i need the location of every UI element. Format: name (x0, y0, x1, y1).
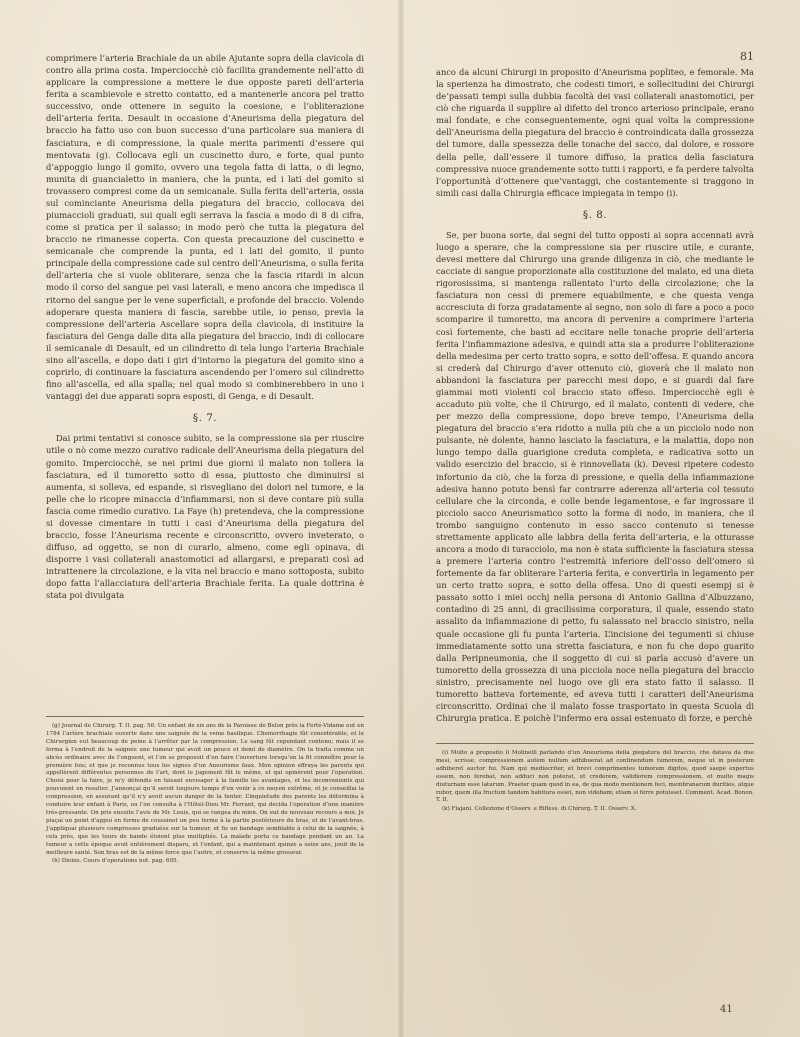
right-column (436, 66, 754, 813)
signature-mark: 41 (720, 1004, 733, 1015)
left-paragraph-1: comprimere l’arteria Brachiale da un abile Ajutante sopra della clavicola di contro alla prima costa. Imperciocchè ciò facilita grandemente nell’atto di applicare la compressione a mettere le due opposte pareti dell’arteria ferita a scambievole e stretto contatto, ed a mantenerle ancora pel tratto successivo, onde ottenere in seguito la coesione, e l’obliterazione dell’arteria ferita. Desault in occasione d’Aneurisma della piegatura del braccio ha fatto uso con buon successo d’una particolare sua maniera di fasciatura, e di compressione, la quale merita parimenti d’essere qui mentovata (g). Collocava egli un cuscinetto duro, e forte, qual punto d’appoggio lungo il gomito, ovvero una tegola fatta di latta, o di legno, munita di guancialetto in maniera, che la punta, ed i lati del gomito si trovassero compresi come da un semicanale. Sulla ferita dell’arteria, ossia sul cominciante Aneurisma della piegatura del braccio, collocava dei piumaccioli graduati, sui quali egli serrava la fascia a modo di 8 di cifra, come si pratica per il salasso; in modo però che tutta la piegatura del braccio ne rimanesse coperta. Con questa precauzione del cuscinetto e semicanale che comprende la punta, ed i lati del gomito, il punto principale della compressione cade sul centro dell’Aneurisma, o sulla ferita dell’arteria che si vuole obliterare, senza che la fascia ritardi in alcun modo il corso del sangue pei vasi laterali, e meno ancora che impedisca il ritorno del sangue per le vene superficiali, e profonde del braccio. Volendo adoperare questa maniera di fascia, sarebbe utile, io penso, previa la compressione dell’arteria Ascellare sopra della clavicola, di instituire la fasciatura del Genga dalle dita alla piegatura del braccio, indi di collocare il semicanale di Desault, ed un cilindretto di tela lungo l’arteria Brachiale sino all’ascella, e dopo dati i giri d’intorno la piegatura del gomito sino a coprirlo, di continuare la fasciatura ascendendo per l’omero sul cilindretto fino all’ascella, ed alla spalla; nel qual modo si combinerebbero in uno i vantaggi dei due apparati sopra esposti, di Genga, e di Desault. (46, 53, 364, 402)
footnote-rule (436, 743, 754, 744)
left-column (46, 52, 364, 865)
left-footnotes (46, 706, 364, 867)
footnote-h: (h) Dionis. Cours d’operations not. pag. 695. (52, 858, 179, 865)
right-section-title: §. 8. (582, 208, 608, 221)
left-paragraph-2: Dai primi tentativi si conosce subito, se la compressione sia per riuscire utile o nò come mezzo curativo radicale dell’Aneurisma della piegatura del gomito. Imperciocchè, se nei primi due giorni il malato non tollera la fasciatura, ed il tumoretto sotto di essa, piuttosto che diminuirsi si aumenta, si solleva, ed espande, si risvegliano dei dolori nel tumore, e la pelle che lo ricopre minaccia d’infiammarsi, non si deve contare più sulla fascia come rimedio curativo. La Faye (h) pretendeva, che la compressione si dovesse cimentare in tutti i casi d’Aneurisma della piegatura del braccio, fosse l’Aneurisma recente e circonscritto, ovvero inveterato, o diffuso, ad oggetto, se non di curarlo, almeno, come egli opinava, di disporre i vasi collaterali anastomotici ad allargarsi, e preparati così ad intrattenere la circolazione, e la vita nel braccio e mano sottoposta, subito dopo fatta l’allacciatura dell’arteria Brachiale ferita. La quale dottrina è stata poi divulgata (46, 433, 364, 601)
page-number: 81 (740, 50, 754, 63)
right-paragraph-1: anco da alcuni Chirurgi in proposito d’Aneurisma popliteo, e femorale. Ma la sperienza ha dimostrato, che codesti timori, e sollecitudini dei Chirurgi de’passati tempi sulla dubbia facoltà dei vasi collaterali anastomotici, per ciò che riguarda il supplire al difetto del tronco arterioso principale, erano mal fondate, e che conseguentemente, ogni qual volta la compressione dell’Aneurisma della piegatura del braccio è controindicata dalla grossezza del tumore, dalla spessezza delle tonache del sacco, dal dolore, e rossore della pelle, dall’essere il tumore diffuso, la pratica della fasciatura compressiva nuoce grandemente sotto tutti i rapporti, e fa perdere talvolta l’opportunità d’ottenere que’vantaggi, che costantemente si traggono in simili casi dalla Chirurgia efficace impiegata in tempo (i). (436, 67, 754, 198)
left-section-title: §. 7. (192, 412, 218, 425)
right-paragraph-2: Se, per buona sorte, dai segni del tutto opposti ai sopra accennati avrà luogo a sperare, che la compressione sia per riuscire utile, e curante, devesi mettere dal Chirurgo una grande diligenza in ciò, che mediante le cacciate di sangue proporzionate alla costituzione del malato, ed una dieta rigorosissima, si mantenga rallentato l’urto della circolazione; che la fasciatura non cessi di premere equabilmente, e che questa venga accresciuta di forza gradatamente al segno, non solo di fare a poco a poco scomparire il tumoretto, ma ancora di pervenire a comprimere l’arteria così fortemente, che basti ad eccitare nelle tonache proprie dell’arteria ferita l’infiammazione adesiva, e quindi atta sia a produrre l’obliterazione della medesima per certo tratto sopra, e sotto dell’offesa. E quando ancora si crederà dal Chirurgo d’aver ottenuto ciò, gioverà che il malato non abbandoni la fasciatura per parecchi mesi dopo, e si guardi dal fare giammai moti violenti col braccio stato offeso. Imperciocchè egli è accaduto più volte, che il Chirurgo, ed il malato, contenti di vedere, che per mezzo della compressione, dopo breve tempo, l’Aneurisma della piegatura del braccio s’era ridotto a nulla più che a un picciolo nodo non pulsante, nè dolente, hanno lasciato la fasciatura, e la malattia, dopo non lungo tempo dalla guarigione creduta completa, e radicativa sotto un valido esercizio del braccio, si è rinnovellata (k). Devesi ripetere codesto infortunio da ciò, che la forza di pressione, e quella della infiammazione adesiva hanno potuto bensì far contrarre aderenza all’arteria col tessuto cellulare che la circonda, e colle bende legamentose, e far ingrossare il picciolo sacco Aneurismatico sotto la forma di nodo, in maniera, che il trombo sanguigno contenuto in esso sacco contenuto si tenesse strettamente applicato alle labbra della ferita dell’arteria, e la otturasse ancora a modo di turacciolo, ma non è stata sufficiente la fasciatura stessa a premere l’arteria contro l’estremità inferiore dell’osso dell’omero sì fortemente da far obliterare l’arteria ferita, e convertirla in legamento per un certo tratto sopra, e sotto della offesa. Uno di questi esempj si è passato sotto i miei occhj nella persona di Antonio Gallina d’Albuzzano, contadino di 25 anni, di gracilissima corporatura, il quale, essendo stato assalito da infiammazione di petto, fu salassato nel braccio sinistro, nella quale occasione gli fu punta l’arteria. L’incisione dei tegumenti si chiuse immediatamente sotto una stretta fasciatura, e non fu che dopo guarito dalla Peripneumonia, che il soggetto di cui si parla accusò d’avere un tumoretto della grossezza di una picciola noce nella piegatura del braccio sinistro, precisamente nel luogo ove gli era stato fatto il salasso. Il tumoretto batteva fortemente, ed aveva tutti i caratteri dell’Aneurisma circonscritto. Ordinai che il malato fosse trasportato in questa Scuola di Chirurgia pratica. E poichè l’infermo era assai estenuato di forze, e perchè (436, 229, 754, 724)
page-fold-shadow (398, 0, 404, 1037)
footnote-i: (i) Molto a proposito il Molinelli parlando d’un Aneurisma della piegatura del braccio, che datava da due mesi, scrisse, compressionem autem nullum adhibuerat ad continendum tumorem, neque ut in posterum adhiberet auctor fui. Nam qui mediocriter, et brevi comprimentes tumorem digitos, quod saepe expertus essem, non ferebat, non adduci non poterat, ut crederem, validiorem compressionem, et multo magis diuturnam esse laturum. Praeter quam quod in ea, de qua modo mentionem feci, membranarum durities, atque rubor, quem illa fructum tandem habitura esset, non videbam; etiam si ferre potuisset. Comment. Acad. Bonon. T. II. (436, 750, 754, 804)
footnote-k: (k) Flajani. Collezione d’Osserv. e Rifless. di Chirurg. T. II. Osserv. X. (442, 806, 637, 813)
right-footnotes (436, 733, 754, 815)
footnote-g: (g) Journal de Chirurg. T. II. pag. 56. Un enfant de six ans de la Paroisse de Belon près la Ferté-Vidame eut en 1784 l’artère brachiale ouverte dans une saignée de la veine basilique. L’hemorrhagie fût considérable, et le Chirurgien eut beaucoup de peine à l’arrêter par la compression. Le sang fût cependant contenu; mais il se forma à l’endroit de la saignée une tumeur qui avoit un pouce et demi de diamètre. On la traita comme un abcès ordinaire avec de l’onguent, et l’on se proposoit d’en faire l’ouverture lorsqu’on la fit connoître pour la première fois; et que je reconnus tous les signes d’un Aneurisme faux. Mon opinion effraya les parents qui appellèrent différentes personnes de l’art, dont le jugement fût le même, et qui opinèrent pour l’operation. Choisi pour la faire, je m’y défendis en faisant envisager à la famille les avantages, et les inconvenients qui pouvoient en resulter. J’annonçai qu’il seroit toujours temps d’en venir à ce moyen extrême, et je conseillai la compression, en assurant qu’il n’y avoit aucun danger de la tenter. L’inquietude des parents les détermina à conduire leur enfant à Paris, ou l’on consulta à l’Hôtel-Dieu Mr. Ferrant, qui decida l’operation d’une manière très-pressante. On pris ensuite l’avis de Mr. Louis, qui se rangea du mien. On eut de nouveau recours a moi. Je plaçai un point d’appui en forme de coussinet un peu ferme à la partie postérieure du bras, et de l’avant-bras. J’appliquai plusieurs compresses graduées sur la tumeur, et fis un bandage semblable à celui de la saignée, à cela près, que les tours de bande étoient plus multipliés. La malade porta ce bandage pendant un an. La tumeur a cette époque avoit entièrement disparu, et l’enfant, qui a maintenant quinze a seize ans, jouit de la meilleure santé. Son bras est de la même force que l’autre, et conserve la même grosseur. (46, 723, 364, 856)
footnote-rule (46, 716, 364, 717)
